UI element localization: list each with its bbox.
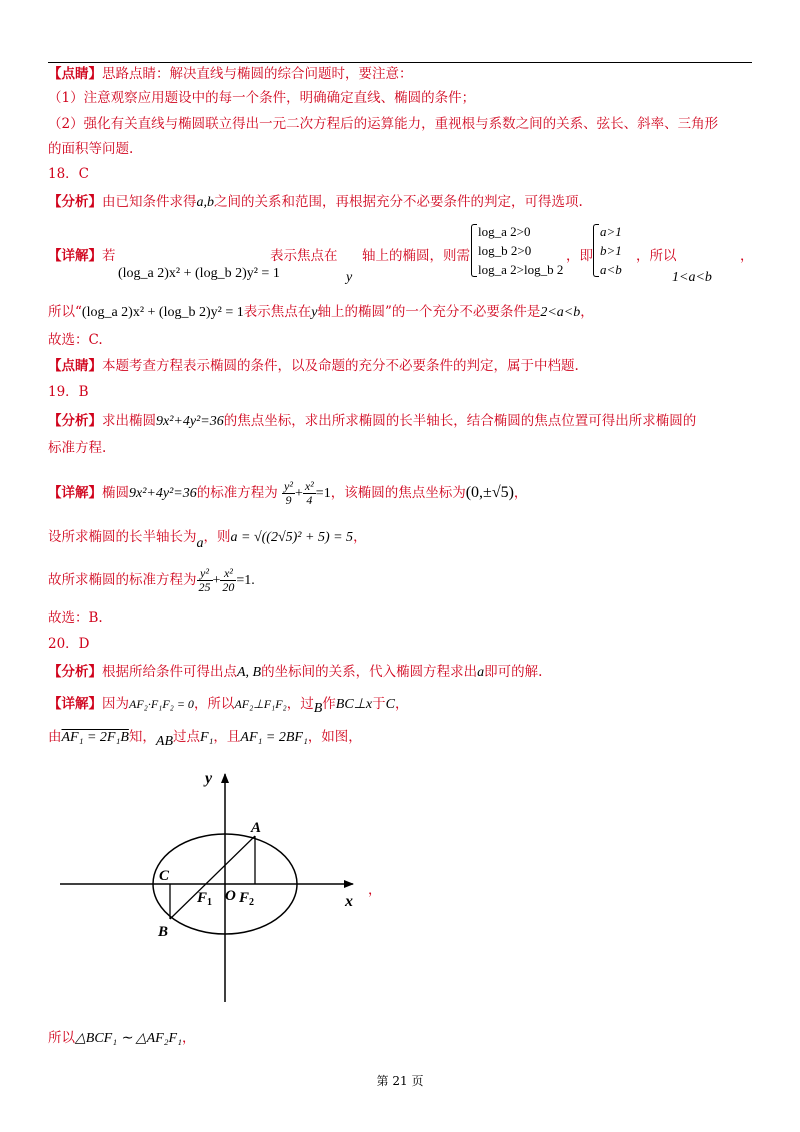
q20-f1: F₁	[200, 730, 214, 745]
tips-tag: 【点睛】	[48, 66, 102, 82]
q18-analysis-post: 之间的关系和范围，再根据充分不必要条件的判定，可得选项.	[214, 194, 583, 210]
q18-tips	[48, 356, 579, 376]
q19-std-frac-1	[282, 480, 295, 507]
q19-semi-pre: 设所求椭圆的长半轴长为	[48, 529, 197, 545]
q18-detail-tag-line	[48, 246, 116, 266]
q20-point-b: B	[313, 701, 323, 716]
tips-item-2a: （2）强化有关直线与椭圆联立得出一元二次方程后的运算能力，重视根与系数之间的关系、弦长、斜率、三角形	[48, 116, 719, 132]
q20-similar-pre: 所以	[48, 1030, 75, 1046]
q18-system-2-brace	[592, 222, 622, 279]
q20-number: 20．D	[48, 636, 90, 652]
q19-number: 19．B	[48, 384, 89, 400]
q19-analysis-pre: 求出椭圆	[102, 413, 156, 429]
q19-std-frac-2-den: 4	[306, 493, 313, 507]
q20-similar-end: ，	[181, 1030, 196, 1046]
q20-detail-end: ，	[394, 696, 409, 712]
q19-analysis-eq: 9x²+4y²=36	[156, 414, 224, 429]
q19-detail: 【详解】椭圆9x²+4y²=36的标准方程为 $\frac{\text{y²}}{9}$ + $\frac{\text{x²}}{4}$ =1，该椭圆的焦点坐标为(0,±√5)，	[48, 479, 528, 507]
q20-analysis-post: 即可的解.	[484, 664, 543, 680]
q19-semi-end: ，	[353, 529, 367, 545]
q20-vec-eq: AF₁ = 2F₁B	[61, 730, 129, 745]
q20-point-c: C	[385, 697, 395, 712]
figure-comma: ，	[368, 882, 382, 898]
q18-conclusion-pre: 所以“	[48, 304, 82, 320]
q19-ans-rhs: =1.	[236, 573, 255, 588]
q20-detail-pre: 因为	[102, 696, 129, 712]
q20-perp2: BC⊥x	[335, 697, 373, 712]
q18-sys1-row: log_a 2>log_b 2	[478, 262, 564, 277]
label-x: x	[345, 893, 353, 910]
q19-std-frac-2-num: x²	[304, 479, 314, 493]
q18-analysis-pre: 由已知条件求得	[102, 194, 197, 210]
q20-analysis	[48, 662, 542, 683]
q18-detail-tag: 【详解】	[48, 248, 102, 264]
tips-item-1: （1）注意观察应用题设中的每一个条件，明确确定直线、椭圆的条件；	[48, 90, 476, 106]
q19-detail-post: ，该椭圆的焦点坐标为	[330, 485, 466, 501]
q20-detail-at: 于	[372, 696, 386, 712]
q19-std-frac-1-den: 9	[285, 493, 292, 507]
q20-dot-eq: AF₂·F₁F₂ = 0	[129, 697, 194, 711]
q19-focus: (0,±√5)	[465, 484, 514, 501]
tips-item-2b: 的面积等问题.	[48, 141, 134, 157]
q20-detail-mid: ，过	[286, 696, 314, 712]
q20-vec-mid: 过点	[173, 729, 200, 745]
q19-semi-mid: ，则	[203, 529, 231, 545]
q19-std-frac-1-num: y²	[284, 479, 293, 493]
q19-detail-end: ，	[513, 485, 528, 501]
q18-conclusion-mid: 表示焦点在	[243, 304, 312, 320]
q18-sys1-row: log_b 2>0	[478, 243, 532, 258]
q19-detail-eq: 9x²+4y²=36	[129, 486, 197, 501]
q19-semi-formula: a = √((2√5)² + 5) = 5	[230, 530, 354, 545]
q18-comma: ，	[740, 248, 754, 264]
q18-analysis-tag: 【分析】	[48, 194, 102, 210]
q18-analysis-var: a,b	[196, 195, 214, 210]
q19-std-pre: 故所求椭圆的标准方程为	[48, 572, 197, 588]
q18-tips-tag: 【点睛】	[48, 358, 102, 374]
q18-detail-mid2: 轴上的椭圆，则需	[362, 248, 470, 264]
tips-text: 思路点睛：解决直线与椭圆的综合问题时，要注意：	[102, 66, 413, 82]
q19-detail-mid: 的标准方程为	[196, 485, 278, 501]
q19-analysis-line2: 标准方程.	[48, 440, 107, 456]
q20-detail	[48, 694, 408, 715]
q20-detail-so: ，所以	[193, 696, 235, 712]
q18-detail-mid: 表示焦点在	[270, 248, 338, 264]
q18-system-1	[470, 222, 563, 279]
q18-equation: (log_a 2)x² + (log_b 2)y² = 1	[118, 266, 280, 281]
q18-then: ，即	[566, 248, 593, 264]
q20-ab: AB	[155, 734, 173, 749]
q19-ans-frac-1	[197, 567, 213, 594]
tips-line	[48, 64, 413, 84]
q20-vec-know: 知，	[128, 729, 156, 745]
q19-std: 故所求椭圆的标准方程为 $\frac{\text{y²}}{25}$ + $\frac{\text{x²}}{20}$ =1.	[48, 566, 255, 594]
label-f2	[238, 890, 254, 908]
label-f2-main: F	[239, 890, 250, 906]
q20-len-eq: AF₁ = 2BF₁	[240, 730, 308, 745]
q18-answer: 故选：C.	[48, 332, 103, 348]
q19-answer: 故选：B.	[48, 610, 103, 626]
q20-perp: AF₂⊥F₁F₂	[234, 697, 287, 711]
q19-ans-frac-1-num: y²	[197, 567, 213, 581]
q19-semi	[48, 527, 367, 551]
q18-analysis	[48, 192, 583, 213]
label-c: C	[159, 868, 170, 884]
q20-vec-and: ，且	[213, 729, 241, 745]
q18-sys2-row: a<b	[600, 262, 622, 277]
q18-sys2-row: a>1	[600, 224, 622, 239]
label-f1-sub: 1	[207, 897, 213, 908]
q18-condition: 2<a<b	[540, 305, 581, 320]
q20-detail-tag: 【详解】	[48, 696, 102, 712]
q19-analysis	[48, 411, 696, 432]
q18-result: 1<a<b	[672, 270, 712, 285]
q19-semi-var: a	[196, 536, 204, 551]
q20-analysis-mid: 的坐标间的关系，代入椭圆方程求出	[261, 664, 478, 680]
q18-system-1-brace	[470, 222, 563, 279]
q20-analysis-tag: 【分析】	[48, 664, 102, 680]
q18-conclusion: 所以“(log_a 2)x² + (log_b 2)y² = 1表示焦点在y轴上的椭圆”的一个充分不必要条件是2<a<b，	[48, 304, 594, 320]
page-footer: 第 21 页	[376, 1074, 424, 1088]
q18-number: 18．C	[48, 166, 90, 182]
q19-detail-pre: 椭圆	[102, 485, 129, 501]
q18-so: ，所以	[636, 248, 677, 264]
q20-similar	[48, 1028, 195, 1049]
q18-sys2-row: b>1	[600, 243, 622, 258]
q20-analysis-var2: a	[477, 665, 485, 680]
label-b: B	[158, 924, 169, 940]
q20-detail-make: 作	[322, 696, 336, 712]
segment-ab	[170, 836, 255, 919]
q20-vector-line	[48, 727, 362, 748]
q19-ans-frac-1-den: 25	[198, 580, 211, 594]
q18-conclusion-eq: (log_a 2)x² + (log_b 2)y² = 1	[81, 305, 244, 320]
q18-tips-text: 本题考查方程表示椭圆的条件，以及命题的充分不必要条件的判定，属于中档题.	[102, 358, 579, 374]
label-o: O	[225, 888, 236, 904]
q19-std-rhs: =1	[315, 486, 331, 501]
q18-conclusion-post: 轴上的椭圆”的一个充分不必要条件是	[317, 304, 541, 320]
q19-ans-frac-2-num: x²	[220, 567, 236, 581]
q19-detail-tag: 【详解】	[48, 485, 102, 501]
q18-conclusion-y: y	[311, 305, 318, 320]
q18-system-2	[592, 222, 622, 279]
q19-analysis-tag: 【分析】	[48, 413, 102, 429]
label-f1-main: F	[197, 890, 208, 906]
q20-vec-end: ，如图，	[307, 729, 362, 745]
q20-analysis-var: A, B	[237, 665, 262, 680]
q19-std-frac-2	[303, 480, 316, 507]
label-a: A	[251, 820, 262, 836]
label-y: y	[205, 770, 213, 787]
q19-ans-frac-2	[220, 567, 236, 594]
q19-ans-frac-2-den: 20	[222, 580, 235, 594]
label-f1	[196, 890, 212, 908]
ellipse-figure	[55, 766, 375, 1006]
q18-y-var: y	[346, 270, 353, 285]
q20-analysis-pre: 根据所给条件可得出点	[102, 664, 237, 680]
label-f2-sub: 2	[249, 897, 255, 908]
header-rule	[48, 62, 752, 63]
q20-vec-pre: 由	[48, 729, 62, 745]
q18-detail-if: 若	[102, 248, 116, 264]
q20-similar-eq: △BCF₁ ∼ △AF₂F₁	[75, 1031, 182, 1046]
q19-analysis-post: 的焦点坐标，求出所求椭圆的长半轴长，结合椭圆的焦点位置可得出所求椭圆的	[223, 413, 697, 429]
q18-sys1-row: log_a 2>0	[478, 224, 531, 239]
